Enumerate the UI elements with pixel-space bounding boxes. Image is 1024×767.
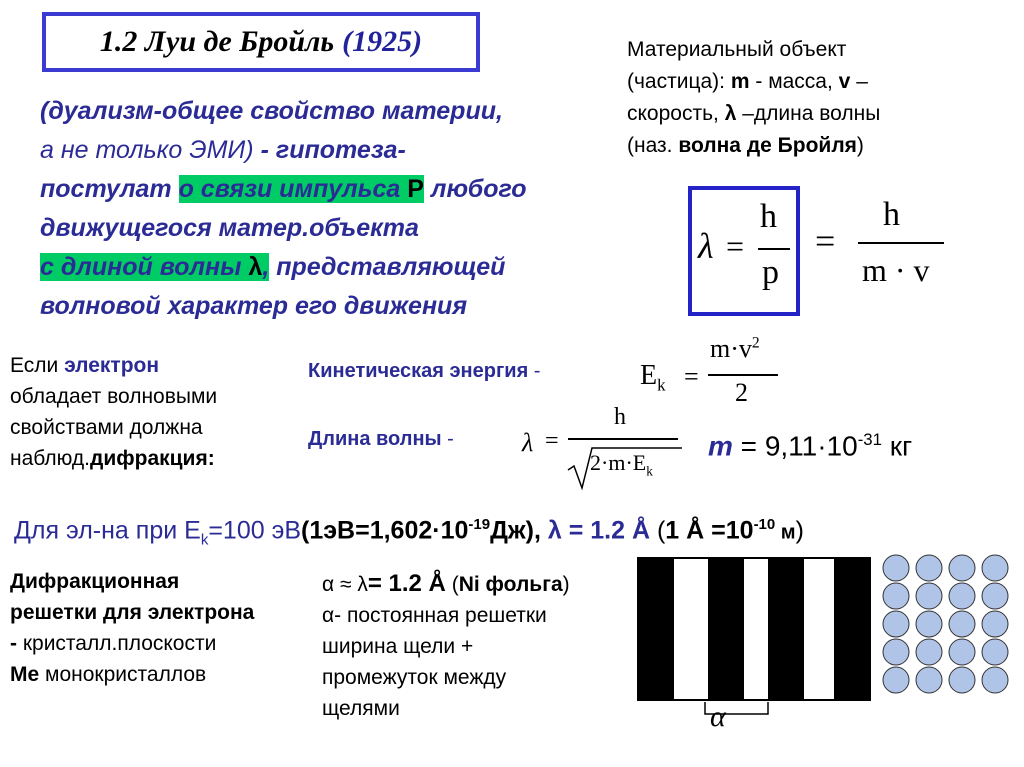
title-text: 1.2 Луи де Бройль xyxy=(99,25,335,58)
formula-fraction-bar-2 xyxy=(858,242,944,244)
object-line-1: Материальный объект xyxy=(627,38,847,61)
hypothesis-line-2 xyxy=(40,131,600,170)
eline-a: Для эл-на при E xyxy=(14,516,201,545)
hypothesis-line-3 xyxy=(40,170,600,209)
wavelength-label xyxy=(308,428,454,451)
alpha-line-3: ширина щели + xyxy=(322,635,474,658)
electron-line-1 xyxy=(10,350,300,381)
highlight-wavelength xyxy=(40,253,269,281)
eline-i: -10 xyxy=(753,516,776,533)
formula-eq-2: = xyxy=(815,221,836,261)
kinetic-dash: - xyxy=(528,360,541,382)
electron-word: электрон xyxy=(64,354,160,377)
de-broglie-wave-label: волна де Бройля xyxy=(678,134,857,157)
formula-fraction-bar-1 xyxy=(758,248,790,250)
title-year: (1925) xyxy=(342,25,423,58)
hypothesis-line-5 xyxy=(40,248,600,287)
hypothesis-l5c: , xyxy=(262,253,270,281)
slide-title xyxy=(42,12,480,72)
alpha-line-4: промежуток между xyxy=(322,666,507,689)
eline-h: 1 Å =10 xyxy=(665,516,754,545)
object-line-4 xyxy=(627,130,1017,162)
grating-bar xyxy=(708,558,744,700)
hypothesis-l3b: о связи импульса xyxy=(178,175,408,203)
kinetic-sub-k: k xyxy=(657,375,666,395)
hypothesis-text xyxy=(40,92,600,326)
object-line-2 xyxy=(627,66,1017,98)
object-line-3 xyxy=(627,98,1017,130)
diffraction-l3b: кристалл.плоскости xyxy=(22,632,217,655)
eline-k2: ) xyxy=(795,516,804,545)
electron-text xyxy=(10,350,300,474)
object-l3b: –длина волны xyxy=(736,102,881,125)
electron-line-2: обладает волновыми xyxy=(10,385,218,408)
eline-d: -19 xyxy=(468,516,491,533)
grating-illustration xyxy=(636,556,872,702)
alpha-l1d: Ni фольга xyxy=(458,573,563,596)
eline-g: ( xyxy=(650,516,666,545)
electron-l4a: наблюд. xyxy=(10,447,90,470)
alpha-l1e: ) xyxy=(562,573,570,596)
hypothesis-l2b: - гипотеза- xyxy=(260,136,406,164)
grating-alpha-label: α xyxy=(710,700,726,733)
formula-eq-1: = xyxy=(726,228,745,264)
kinetic-square: 2 xyxy=(751,334,760,352)
kinetic-fraction-bar xyxy=(708,374,778,376)
kinetic-E-letter: E xyxy=(640,360,658,391)
hypothesis-l3d: любого xyxy=(423,175,527,203)
wavelength-den-text: 2·m·E xyxy=(590,450,647,475)
formula-h: h xyxy=(760,198,777,235)
formula-lambda: λ xyxy=(698,226,714,266)
object-l4c: ) xyxy=(856,134,864,157)
hypothesis-line-1: (дуализм-общее свойство материи, xyxy=(40,97,503,125)
kinetic-denominator: 2 xyxy=(735,378,748,407)
diffraction-l3a: - xyxy=(10,632,23,655)
diffraction-line-2 xyxy=(10,597,310,628)
hypothesis-l3a: постулат xyxy=(40,175,179,203)
wavelength-eq: = xyxy=(545,428,559,454)
lambda-symbol: λ xyxy=(248,253,263,281)
hypothesis-line-4: движущегося матер.объекта xyxy=(40,214,419,242)
diffraction-line-1: Дифракционная xyxy=(10,570,180,593)
mass-symbol: m xyxy=(730,70,750,93)
kinetic-num-text: m·v xyxy=(710,334,752,363)
alpha-l1a: α ≈ λ xyxy=(322,573,368,596)
diffraction-l4b: монокристаллов xyxy=(39,663,207,686)
alpha-line-2: α- постоянная решетки xyxy=(322,604,547,627)
diffraction-l2a: решетки xyxy=(10,601,103,624)
diffraction-l4a: Ме xyxy=(10,663,40,686)
formula-h2: h xyxy=(883,196,900,233)
electron-energy-line xyxy=(14,516,1024,548)
kinetic-E xyxy=(640,360,666,396)
momentum-symbol: Р xyxy=(407,175,424,203)
eline-sub-k: k xyxy=(200,531,209,549)
diffraction-text xyxy=(10,566,310,690)
wavelength-denominator xyxy=(590,450,653,479)
kinetic-numerator xyxy=(710,334,760,364)
alpha-line-1 xyxy=(322,568,642,600)
object-l3a: скорость, xyxy=(627,102,725,125)
object-l2b: - масса, xyxy=(749,70,839,93)
mass-m: m xyxy=(708,430,733,462)
hypothesis-l5d: представляющей xyxy=(269,253,506,281)
electron-line-3: свойствами должна xyxy=(10,416,203,439)
wavelength-fraction-bar xyxy=(568,438,678,440)
diffraction-word: дифракция: xyxy=(90,447,215,470)
lattice-constant-text xyxy=(322,568,642,724)
object-l2c: – xyxy=(850,70,868,93)
alpha-l1c: ( xyxy=(445,573,459,596)
alpha-l1b: = 1.2 Å xyxy=(367,570,446,597)
eline-j: м xyxy=(775,521,796,544)
electron-mass xyxy=(708,430,912,463)
kinetic-eq: = xyxy=(684,362,699,391)
formula-p: p xyxy=(762,254,779,291)
object-description xyxy=(627,34,1017,162)
velocity-symbol: v xyxy=(838,70,851,93)
electron-l1a: Если xyxy=(10,354,65,377)
alpha-line-5: щелями xyxy=(322,697,400,720)
wavelength-dash: - xyxy=(441,428,454,450)
diffraction-line-4 xyxy=(10,659,310,690)
hypothesis-line-6: волновой характер его движения xyxy=(40,292,468,320)
object-l2a: (частица): xyxy=(627,70,731,93)
highlight-momentum xyxy=(179,175,424,203)
eline-lambda-value: λ = 1.2 Å xyxy=(547,516,651,545)
kinetic-energy-label xyxy=(308,360,540,383)
kinetic-label-text: Кинетическая энергия xyxy=(308,360,529,382)
grating-bar xyxy=(638,558,674,700)
diffraction-line-3 xyxy=(10,628,310,659)
wavelength-h: h xyxy=(614,404,626,430)
hypothesis-l2a: а не только ЭМИ) xyxy=(40,136,261,164)
mass-value: = 9,11·10 xyxy=(732,430,858,462)
hypothesis-l5a: с длиной волны xyxy=(40,253,249,281)
crystal-lattice-icon xyxy=(878,550,1018,700)
diffraction-l2b: для электрона xyxy=(102,601,255,624)
electron-line-4 xyxy=(10,443,300,474)
object-lambda: λ xyxy=(724,102,737,125)
mass-unit: кг xyxy=(881,430,913,462)
object-l4a: (наз. xyxy=(627,134,679,157)
eline-e: Дж), xyxy=(490,516,548,545)
wavelength-label-text: Длина волны xyxy=(308,428,442,450)
formula-mv: m · v xyxy=(862,252,930,288)
wavelength-lambda: λ xyxy=(522,428,534,457)
eline-b: =100 эВ xyxy=(208,516,302,545)
eline-c: (1эВ=1,602·10 xyxy=(301,516,469,545)
grating-bar xyxy=(768,558,804,700)
mass-exponent: -31 xyxy=(857,430,882,449)
grating-bar xyxy=(834,558,870,700)
wavelength-sub-k: k xyxy=(646,463,653,479)
